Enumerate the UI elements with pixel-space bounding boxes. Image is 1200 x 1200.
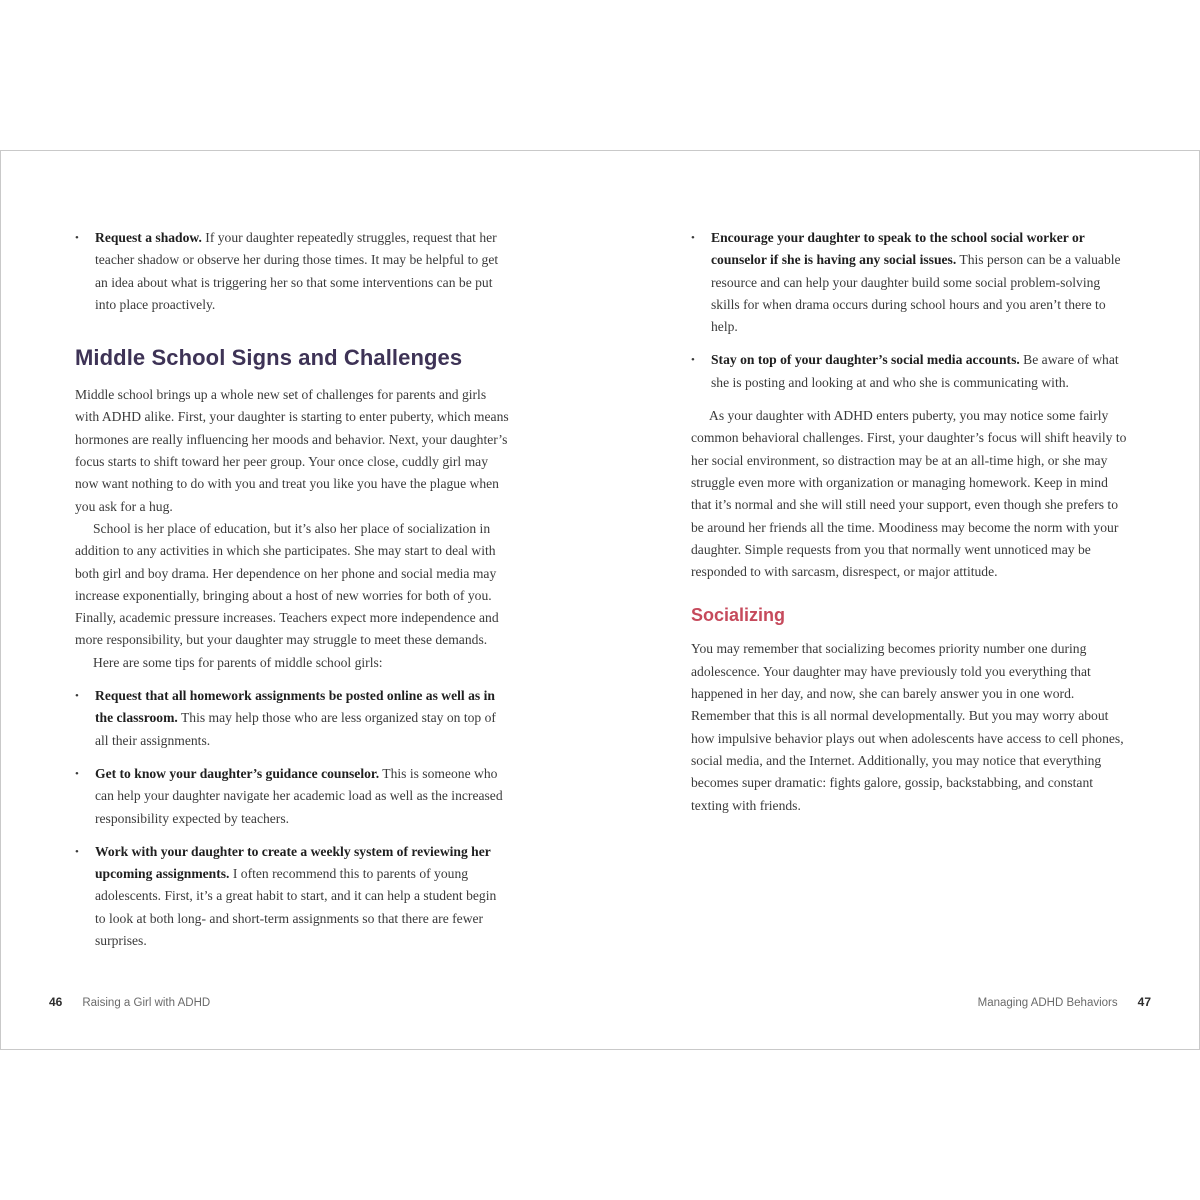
left-footer: [49, 995, 210, 1009]
right-page: [691, 227, 1127, 817]
bullet-icon: •: [75, 690, 79, 703]
shadow-bullet-list: [75, 227, 509, 316]
bullet-icon: •: [75, 845, 79, 858]
bullet-icon: •: [75, 767, 79, 780]
bullet-text: This may help those who are less organized stay on top of all their assignments.: [95, 710, 496, 748]
bullet-text: This person can be a valuable resource and can help your daughter build some social problem-solving skills for when drama occurs during school hours and you aren’t there to help.: [711, 252, 1121, 335]
bullet-icon: •: [75, 232, 79, 244]
list-item: [75, 841, 509, 952]
list-item: [75, 685, 509, 752]
list-item: [75, 227, 509, 316]
paragraph: School is her place of education, but it’s also her place of socialization in addition to any activities in which she participates. She may start to deal with both girl and boy drama. Her dependence on her phone and social media may increase exponentially, bringing about a host of new worries for both of you. Finally, academic pressure increases. Teachers expect more independence and more responsibility, but your daughter may struggle to meet these demands.: [75, 520, 499, 648]
section-heading: Middle School Signs and Challenges: [75, 345, 463, 371]
bullet-text: Be aware of what she is posting and looking at and who she is communicating with.: [711, 352, 1119, 390]
paragraph: Here are some tips for parents of middle school girls:: [93, 654, 383, 670]
bullet-lead: Get to know your daughter’s guidance counselor.: [95, 765, 380, 781]
paragraph: As your daughter with ADHD enters puberty, you may notice some fairly common behavioral challenges. First, your daughter’s focus will shift heavily to her social environment, so distraction may be at an all-time high, or she may struggle even more with organization or managing homework. Keep in mind that it’s normal and she will still need your support, even though she prefers to be around her friends all the time. Moodiness may become the norm with your daughter. Simple requests from you that normally went unnoticed may be responded to with sarcasm, disrespect, or major attitude.: [691, 408, 1127, 580]
right-footer: [978, 995, 1151, 1009]
bullet-lead: Request that all homework assignments be posted online as well as in the classroom.: [95, 688, 495, 726]
social-bullet-list: [691, 227, 1127, 394]
page-number: 46: [49, 995, 63, 1009]
list-item: [691, 227, 1127, 338]
running-title: Raising a Girl with ADHD: [82, 997, 211, 1009]
paragraph: Middle school brings up a whole new set of challenges for parents and girls with ADHD alike. First, your daughter is starting to enter puberty, which means hormones are really influencing her moods and behavior. Next, your daughter’s focus starts to shift toward her peer group. Your once close, cuddly girl may now want nothing to do with you and treat you like you have the plague when you ask for a hug.: [75, 387, 509, 514]
bullet-text: If your daughter repeatedly struggles, request that her teacher shadow or observe her during those times. It may be helpful to get an idea about what is triggering her so that some interventions can be put into place proactively.: [95, 230, 499, 312]
subsection-heading: Socializing: [691, 605, 786, 626]
page-number: 47: [1137, 995, 1151, 1009]
book-spread: [0, 150, 1200, 1050]
bullet-text: This is someone who can help your daughter navigate her academic load as well as the increased responsibility expected by teachers.: [95, 765, 503, 826]
bullet-text: I often recommend this to parents of young adolescents. First, it’s a great habit to start, and it can help a student begin to look at both long- and short-term assignments so that there are fewer surprises.: [95, 866, 497, 949]
bullet-lead: Work with your daughter to create a weekly system of reviewing her upcoming assignments.: [95, 843, 491, 882]
left-page: [75, 227, 509, 952]
bullet-lead: Stay on top of your daughter’s social media accounts.: [711, 352, 1020, 368]
bullet-icon: •: [691, 232, 695, 244]
list-item: [75, 763, 509, 830]
paragraph: You may remember that socializing becomes priority number one during adolescence. Your daughter may have previously told you everything that happened in her day, and now, she can barely answer you in one word. Remember that this is all normal developmentally. But you may worry about how impulsive behavior plays out when adolescents have access to cell phones, social media, and the Internet. Additionally, you may notice that everything becomes super dramatic: fights galore, gossip, backstabbing, and constant texting with friends.: [691, 641, 1124, 813]
bullet-lead: Encourage your daughter to speak to the school social worker or counselor if she is having any social issues.: [711, 230, 1085, 268]
bullet-lead: Request a shadow.: [95, 230, 202, 245]
list-item: [691, 349, 1127, 394]
running-title: Managing ADHD Behaviors: [977, 997, 1118, 1009]
bullet-icon: •: [691, 354, 695, 367]
tips-bullet-list: [75, 685, 509, 952]
